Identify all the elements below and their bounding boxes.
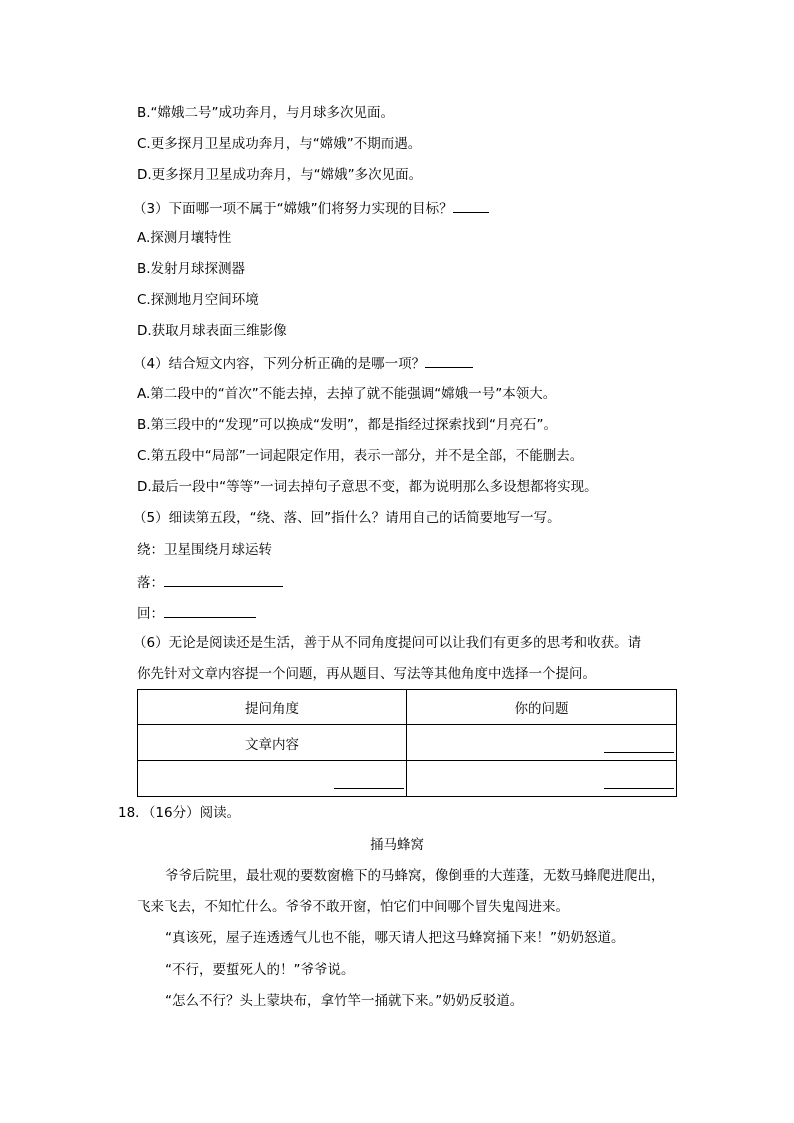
table-row <box>138 725 677 761</box>
passage-dialog-2: “不行，要蜇死人的！”爷爷说。 <box>165 962 355 978</box>
table-header-angle: 提问角度 <box>138 690 407 725</box>
q4-option-d: D.最后一段中“等等”一词去掉句子意思不变，都为说明那么多设想都将实现。 <box>137 479 598 495</box>
q5-answer-rao <box>137 541 272 559</box>
table-cell-question[interactable] <box>407 725 677 761</box>
passage-dialog-1: “真该死，屋子连透透气儿也不能，哪天请人把这马蜂窝捅下来！”奶奶怒道。 <box>165 930 625 946</box>
q5-answer-luo <box>137 572 283 592</box>
table-row <box>138 761 677 797</box>
q6-prompt-line1: （6）无论是阅读还是生活，善于从不同角度提问可以让我们有更多的思考和收获。请 <box>133 635 642 651</box>
q5-value-rao: 卫星围绕月球运转 <box>164 542 272 558</box>
q5-blank-luo[interactable] <box>164 572 283 587</box>
q6-question-table <box>137 689 677 797</box>
table-cell-angle[interactable] <box>138 761 407 797</box>
q5-label-luo: 落： <box>137 575 164 591</box>
q2-option-d: D.更多探月卫星成功奔月，与“嫦娥”多次见面。 <box>137 167 423 183</box>
q4-answer-blank[interactable] <box>425 353 473 368</box>
q4-option-c: C.第五段中“局部”一词起限定作用，表示一部分，并不是全部，不能删去。 <box>137 448 584 464</box>
q4-option-b: B.第三段中的“发现”可以换成“发明”，都是指经过探索找到“月亮石”。 <box>137 417 558 433</box>
q5-label-rao: 绕： <box>137 542 164 558</box>
q5-blank-hui[interactable] <box>164 603 256 618</box>
q3-option-a: A.探测月壤特性 <box>137 230 232 246</box>
table-header-row <box>138 690 677 725</box>
q3-option-b: B.发射月球探测器 <box>137 261 246 277</box>
q2-option-c: C.更多探月卫星成功奔月，与“嫦娥”不期而遇。 <box>137 136 422 152</box>
q5-label-hui: 回： <box>137 606 164 622</box>
table-cell-angle: 文章内容 <box>138 725 407 761</box>
answer-blank[interactable] <box>334 788 404 789</box>
q3-option-c: C.探测地月空间环境 <box>137 292 259 308</box>
answer-blank[interactable] <box>604 788 674 789</box>
q3-prompt-text: （3）下面哪一项不属于“嫦娥”们将努力实现的目标？ <box>133 201 453 217</box>
passage-dialog-3: “怎么不行？头上蒙块布，拿竹竿一捅就下来。”奶奶反驳道。 <box>165 993 524 1009</box>
table-header-question: 你的问题 <box>407 690 677 725</box>
q5-prompt: （5）细读第五段，“绕、落、回”指什么？请用自己的话简要地写一写。 <box>133 510 561 526</box>
q2-option-b: B.“嫦娥二号”成功奔月，与月球多次见面。 <box>137 105 395 121</box>
q3-prompt <box>133 198 489 218</box>
q4-prompt-text: （4）结合短文内容，下列分析正确的是哪一项？ <box>133 356 426 372</box>
q6-prompt-line2: 你先针对文章内容提一个问题，再从题目、写法等其他角度中选择一个提问。 <box>137 666 596 682</box>
answer-blank[interactable] <box>604 752 674 753</box>
passage-paragraph1-line2: 飞来飞去，不知忙什么。爷爷不敢开窗，怕它们中间哪个冒失鬼闯进来。 <box>137 899 569 915</box>
q3-option-d: D.获取月球表面三维影像 <box>137 323 287 339</box>
passage-title: 捅马蜂窝 <box>370 837 424 853</box>
q4-prompt <box>133 353 473 373</box>
passage-paragraph1-line1: 爷爷后院里，最壮观的要数窗檐下的马蜂窝，像倒垂的大莲蓬，无数马蜂爬进爬出， <box>165 868 665 884</box>
q5-answer-hui <box>137 603 256 623</box>
table-cell-question[interactable] <box>407 761 677 797</box>
q3-answer-blank[interactable] <box>453 198 489 213</box>
q18-header: 18．（16分）阅读。 <box>118 805 241 821</box>
q4-option-a: A.第二段中的“首次”不能去掉，去掉了就不能强调“嫦娥一号”本领大。 <box>137 386 557 402</box>
